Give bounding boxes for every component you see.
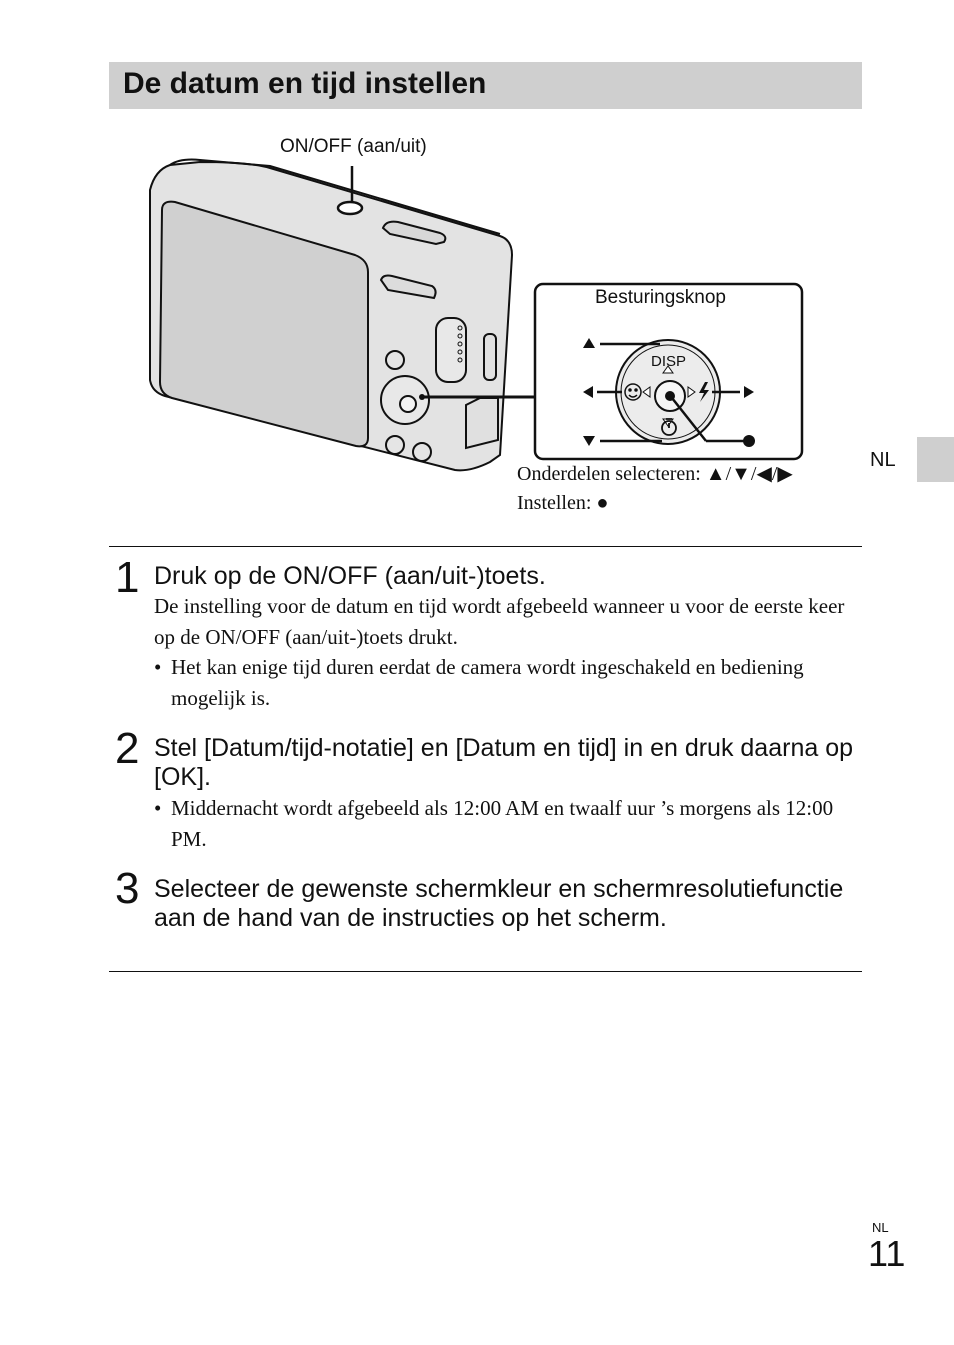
disp-label: DISP — [651, 353, 687, 370]
page-number: 11 — [868, 1233, 906, 1274]
step-2-bullet-text: Middernacht wordt afgebeeld als 12:00 AM en twaalf uur ’s morgens als 12:00 PM. — [171, 796, 834, 851]
step-1-number: 1 — [115, 553, 140, 602]
set-dot-icon — [743, 435, 755, 447]
control-button-label: Besturingsknop — [595, 287, 726, 308]
step-2-bullet — [154, 793, 854, 854]
camera-illustration — [0, 0, 954, 540]
bullet-marker: • — [154, 655, 162, 679]
page-title: De datum en tijd instellen — [123, 67, 487, 100]
steps-top-rule — [109, 546, 862, 547]
steps-bottom-rule — [109, 971, 862, 972]
step-3-heading: Selecteer de gewenste schermkleur en schermresolutiefunctie aan de hand van de instructies op het scherm. — [154, 875, 844, 932]
set-caption: Instellen: ● — [517, 492, 609, 514]
bullet-marker: • — [154, 796, 162, 820]
step-1-heading: Druk op de ON/OFF (aan/uit-)toets. — [154, 562, 546, 590]
step-1-bullet-text: Het kan enige tijd duren eerdat de camera wordt ingeschakeld en bediening mogelijk is. — [171, 655, 804, 710]
step-1-body: De instelling voor de datum en tijd wordt afgebeeld wanneer u voor de eerste keer op de ON/OFF (aan/uit-)toets drukt. — [154, 594, 845, 649]
language-tab-label: NL — [870, 449, 896, 471]
step-3-number: 3 — [115, 864, 140, 913]
onoff-label: ON/OFF (aan/uit) — [280, 136, 427, 157]
camera-body — [150, 160, 512, 471]
step-1-bullet — [154, 652, 854, 713]
step-2-number: 2 — [115, 724, 140, 773]
language-side-tab — [917, 437, 954, 482]
footer-language: NL — [872, 1220, 889, 1235]
select-items-caption: Onderdelen selecteren: ▲/▼/◀/▶ — [517, 463, 793, 485]
step-2-heading: Stel [Datum/tijd-notatie] en [Datum en tijd] in en druk daarna op [OK]. — [154, 734, 853, 791]
